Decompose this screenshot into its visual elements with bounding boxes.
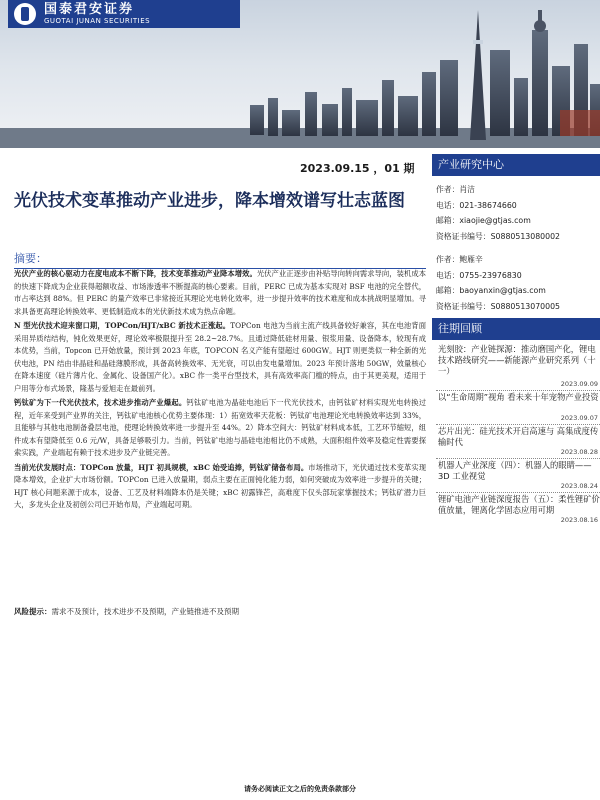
- past-report-title[interactable]: 锂矿电池产业链深度报告（五）：柔性锂矿价值放量，锂离化学固态应用可期: [438, 494, 600, 515]
- summary-body: [14, 268, 426, 514]
- summary-text: TOPCon 电池为当前主流产线具备较好兼容，其在电池背面采用异质结结构，钝化效果更好，理论效率极限提升至 28.2~28.7%。且通过降低硅材用量、银浆用量、设备降本，较现有成本优势，当前，Topcon 已开始放量，预计到 2023 年底，TOPCON 名义产能有望超过 600GW。HJT 则更类似一种全新的光伏电池，PN 结由非晶硅和晶硅薄膜形成，具备高转换效率、无光衰，可以由发电量增加。2023 年预计落地 50GW，效量核心在降本速度（硅片薄片化、金属化、设备国产化）。xBC 作一类平台型技术，具有高效率高门槛的特点，由于其更美观，适用于户用等分布式场景，隆基与爱旭走在最前列。: [14, 321, 426, 393]
- analyst-block: [436, 182, 596, 244]
- report-title: 光伏技术变革推动产业进步，降本增效谱写壮志蓝图: [14, 191, 405, 211]
- divider: [436, 390, 600, 391]
- past-report-item[interactable]: [438, 392, 600, 403]
- past-report-title[interactable]: 机器人产业深度（四）：机器人的眼睛——3D 工业视觉: [438, 460, 592, 481]
- past-reports-header: 往期回顾: [432, 318, 600, 340]
- analyst-email[interactable]: 邮箱：xiaojie@gtjas.com: [436, 216, 531, 225]
- logo-emblem-icon: [14, 3, 36, 25]
- risk-text: 需求不及预计，技术进步不及预期，产业链推进不及预期: [51, 607, 239, 616]
- logo-english-name: GUOTAI JUNAN SECURITIES: [44, 17, 151, 25]
- summary-paragraph: [14, 320, 426, 395]
- analyst-email[interactable]: 邮箱：baoyanxin@gtjas.com: [436, 286, 546, 295]
- past-report-title[interactable]: 芯片出光：硅光技术开启高速与 高集成度传输时代: [438, 426, 599, 447]
- risk-warning: [14, 606, 426, 617]
- summary-lead: N 型光伏技术迎来窗口期，TOPCon/HJT/xBC 新技术正涨起。: [14, 321, 231, 330]
- logo-chinese-name: 国泰君安证券: [44, 2, 135, 17]
- disclaimer-footer: 请务必阅读正文之后的免责条款部分: [244, 785, 356, 793]
- analyst-name: 作者：肖洁: [436, 185, 475, 194]
- past-report-date: 2023.08.28: [560, 448, 598, 456]
- past-report-item[interactable]: [438, 344, 600, 377]
- divider: [436, 424, 600, 425]
- past-report-item[interactable]: [438, 460, 600, 482]
- summary-lead: 当前光伏发展时点：TOPCon 放量，HJT 初具规模，xBC 始受追捧，钙钛矿储备布局。: [14, 462, 309, 472]
- past-report-date: 2023.08.16: [560, 516, 598, 524]
- analyst-phone: 电话：0755-23976830: [436, 270, 522, 280]
- summary-lead: 光伏产业的核心驱动力在度电成本不断下降，技术变革推动产业降本增效。: [14, 269, 257, 278]
- past-report-date: 2023.08.24: [560, 482, 598, 490]
- summary-text: 市场推动下，光伏通过技术变革实现降本增效，企业扩大市场份额。TOPCon 已进入放量期，弱点主要在正面钝化能力弱，如何突破成为效率进一步提升的关键；HJT 核心问题来源于成本，设备、工艺及材料端降本仍是关键；xBC 初露锋芒，高难度下仅头部玩家掌握技术；钙钛矿潜力巨大，多龙头企业及初创公司已开始布局，产业端起可期。: [14, 462, 427, 509]
- summary-paragraph: [14, 268, 426, 318]
- research-center-header: 产业研究中心: [432, 154, 600, 176]
- company-logo: [8, 0, 240, 28]
- past-report-item[interactable]: [438, 426, 600, 448]
- summary-lead: 钙钛矿为下一代光伏技术，技术进步推动产业爆起。: [14, 398, 187, 407]
- divider: [436, 458, 600, 459]
- analyst-name: 作者：鲍雁辛: [436, 255, 483, 264]
- past-report-title[interactable]: 光刻胶：产业链探源：推动磨国产化，锂电技术路线研究——新能源产业研究系列（十一）: [438, 344, 596, 376]
- issue-date: 2023.09.15 ，01 期: [300, 162, 415, 175]
- past-report-title[interactable]: 以“生命周期”视角 看未来十年宠物产业投资: [438, 392, 599, 402]
- analyst-block: [436, 252, 596, 314]
- summary-heading: 摘要：: [14, 250, 426, 269]
- past-report-date: 2023.09.09: [560, 380, 598, 388]
- analyst-cert: 资格证书编号：S0880513080002: [436, 231, 561, 241]
- past-report-item[interactable]: [438, 494, 600, 516]
- risk-label: 风险提示：: [14, 607, 52, 616]
- summary-text: 钙钛矿电池为晶硅电池后下一代光伏技术，由钙钛矿材料实现光电转换过程，近年来受到产业界的关注，钙钛矿电池核心优势主要体现：1）拓宽效率天花板：钙钛矿电池理论光电转换效率达到 33%，且能够与其他电池制备叠层电池，使理论转换效率进一步提升至 44%。2）降本空间大：钙钛矿材料成本低，工艺环节缩短，组件成本有望降低至 0.6 元/W，具备足够吸引力。当前，钙钛矿电池与晶硅电池相比仍不成熟，大面积组件效率及稳定性需要探索实践，产业端起有赖于技术进步及产业链完善。: [14, 398, 426, 457]
- summary-paragraph: [14, 462, 426, 512]
- summary-text: 光伏产业正逐步由补贴导向转向需求导向，装机成本的快速下降成为企业获得超额收益、市场渗透率不断提高的核心要素。目前，PERC 已成为基本实现对 BSF 电池的完全替代，市占率达到 88%。但 PERC 的量产效率已非常接近其理论光电转化效率，进一步提升效率的技术难度和成本挑战明显增加。寻求具备更高理论转换效率、更低制造成本的光伏新技术成为热点命题。: [14, 269, 427, 316]
- summary-paragraph: [14, 397, 426, 460]
- header-banner: [0, 0, 600, 148]
- past-report-date: 2023.09.07: [560, 414, 598, 422]
- divider: [436, 492, 600, 493]
- analyst-phone: 电话：021-38674660: [436, 200, 517, 210]
- analyst-cert: 资格证书编号：S0880513070005: [436, 301, 561, 311]
